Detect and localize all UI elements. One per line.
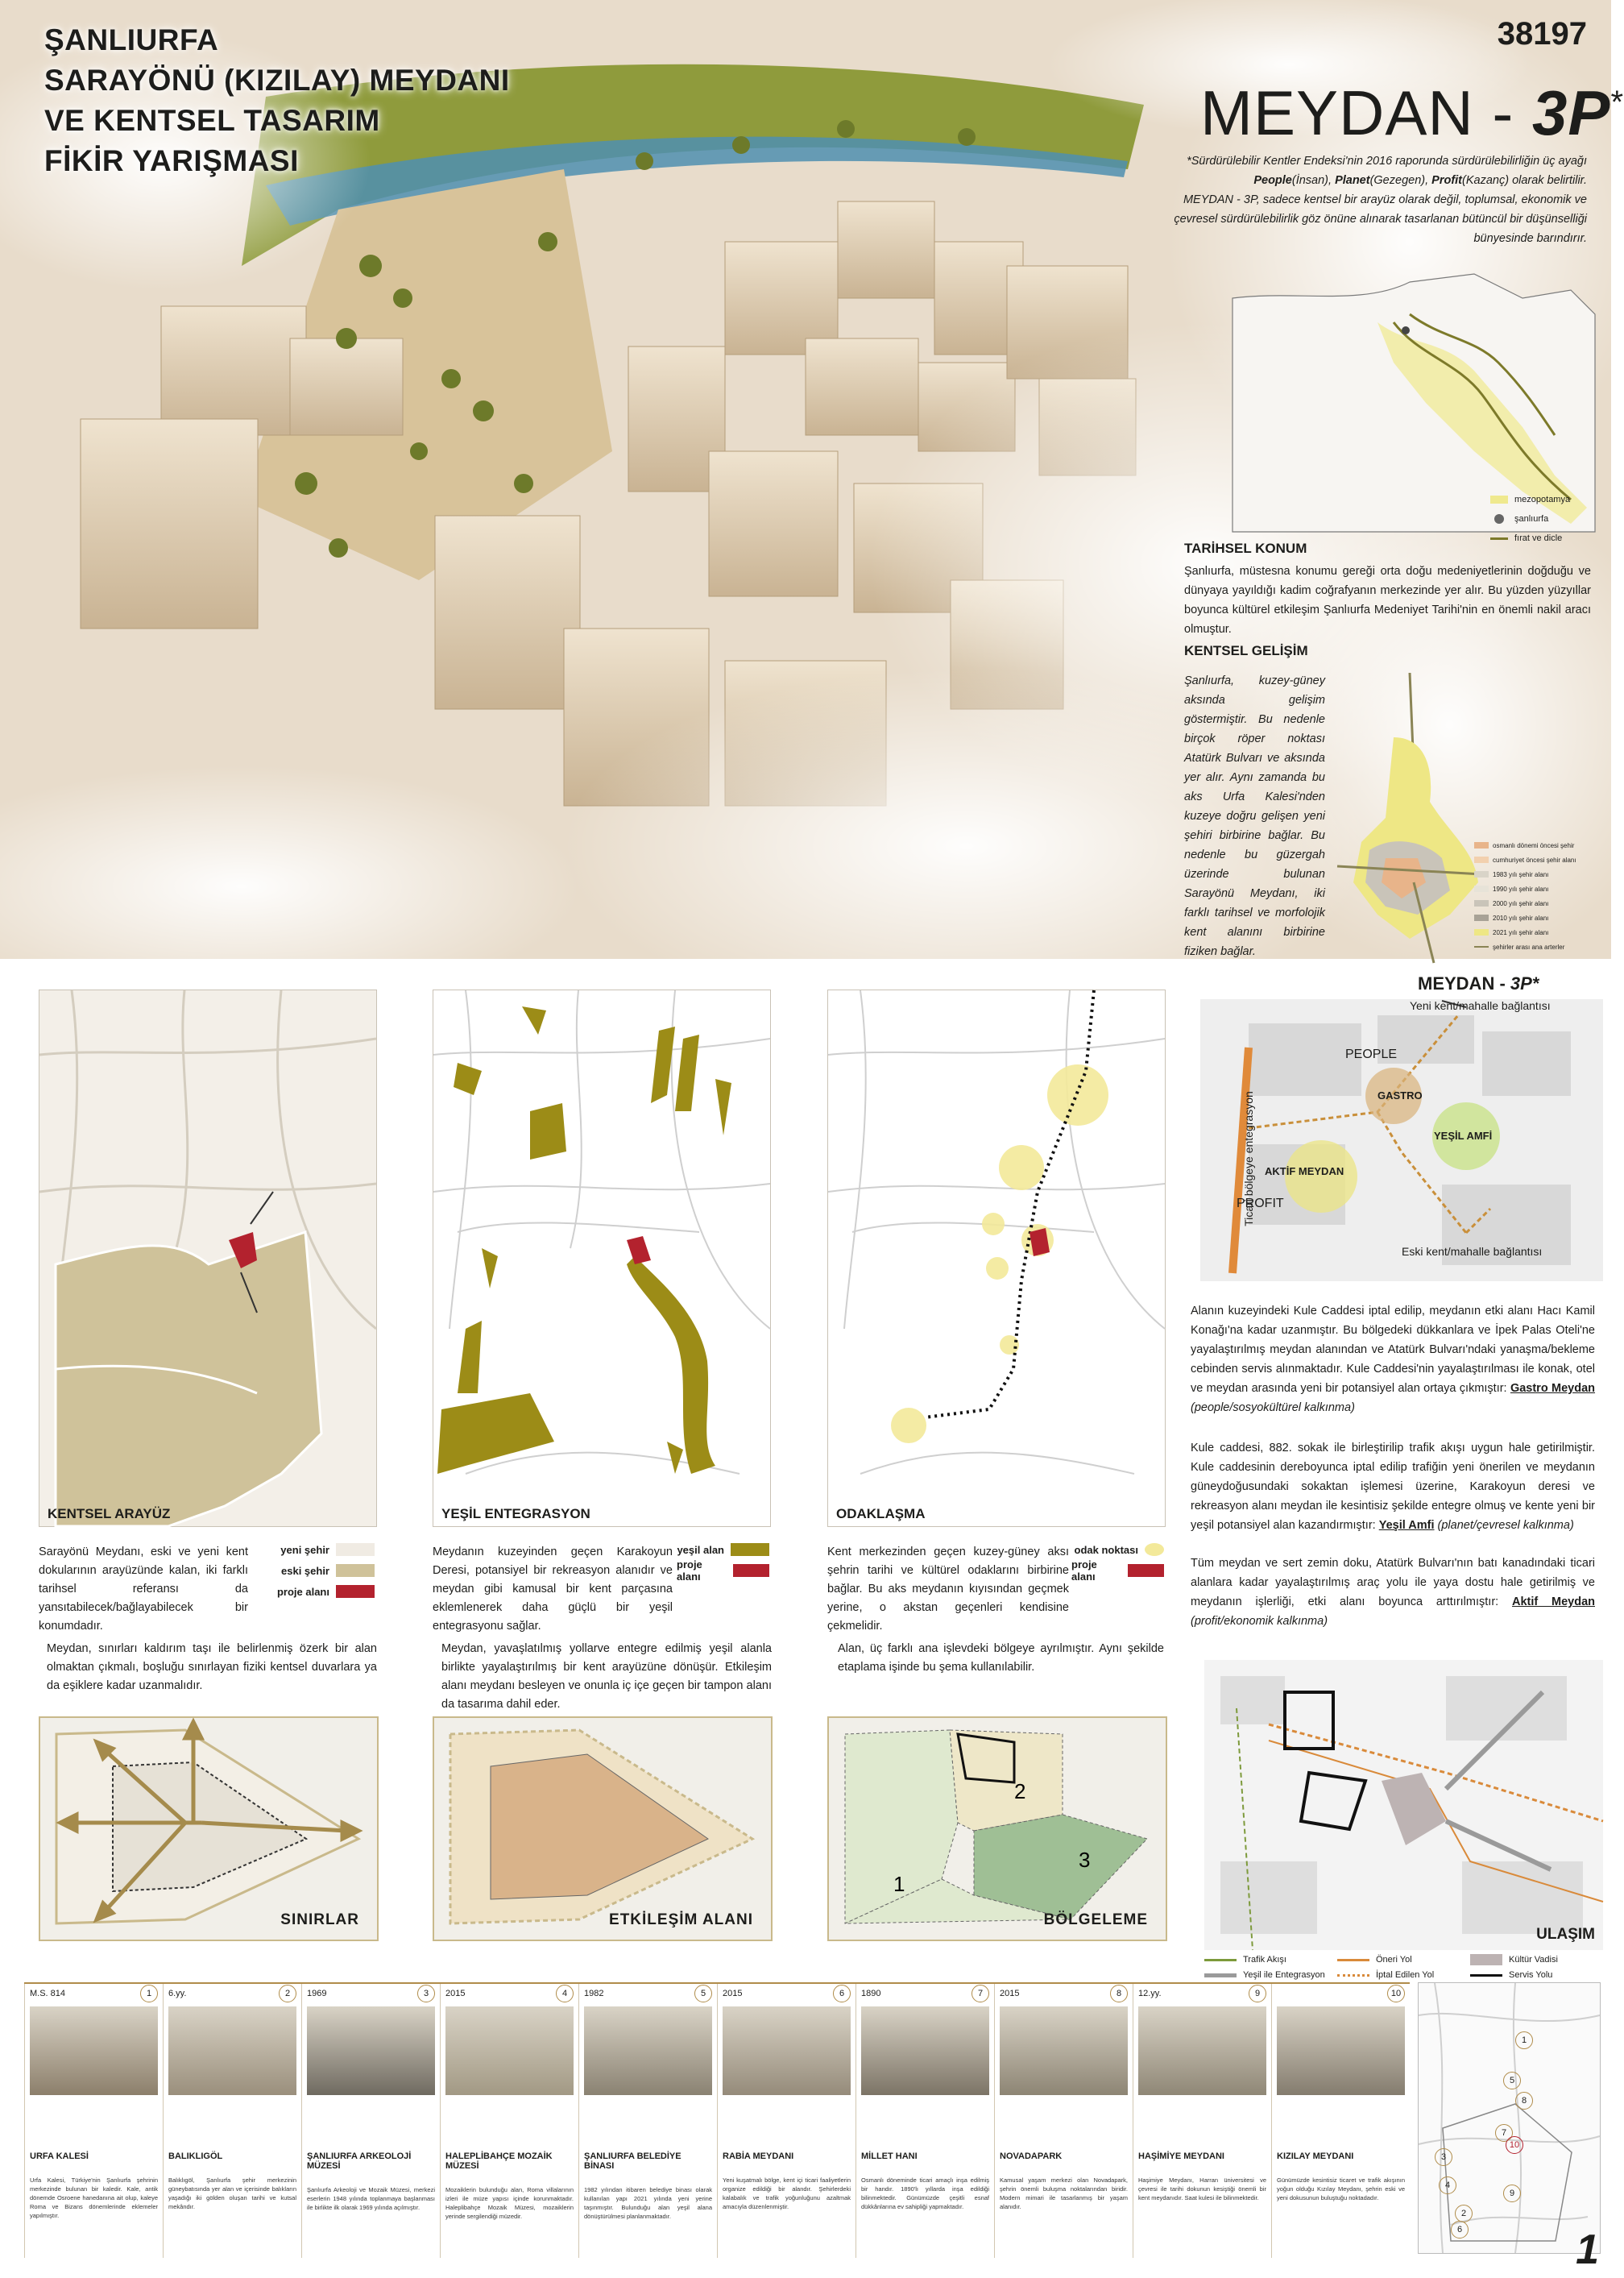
timeline-year: 1890 bbox=[861, 1989, 881, 1998]
timeline-photo bbox=[30, 2006, 158, 2095]
transport-legend-label: Trafik Akışı bbox=[1243, 1955, 1286, 1965]
timeline-description: 1982 yılından itibaren belediye binası olarak kullanılan yapı 2021 yılında yeni yerine taşınmıştır. Bulunduğu alan yeşil alana dönüştürülmesi planlanmaktadır. bbox=[584, 2186, 712, 2220]
legend-item bbox=[266, 1581, 375, 1602]
sub-label: SINIRLAR bbox=[280, 1911, 359, 1928]
yesil-amfi-term: Yeşil Amfi bbox=[1378, 1519, 1435, 1532]
timeline-photo bbox=[723, 2006, 851, 2095]
timeline-entry-head bbox=[1000, 1984, 1128, 2003]
timeline-year: M.S. 814 bbox=[30, 1989, 66, 1998]
scheme-label-left: Ticari bölgeye entegrasyon bbox=[1242, 1091, 1255, 1226]
legend-swatch bbox=[336, 1543, 375, 1556]
timeline-photo bbox=[1277, 2006, 1405, 2095]
timeline-entry bbox=[1133, 1984, 1266, 2258]
transport-label: ULAŞIM bbox=[1536, 1926, 1595, 1943]
legend-label: proje alanı bbox=[276, 1585, 329, 1598]
sub-label: ETKİLEŞİM ALANI bbox=[609, 1911, 753, 1928]
legend-label: şanlıurfa bbox=[1514, 514, 1549, 524]
timeline-photo bbox=[168, 2006, 296, 2095]
zone-label-2: 2 bbox=[1014, 1779, 1026, 1803]
timeline-number: 2 bbox=[279, 1985, 296, 2002]
subcaption-sinirlar: Meydan, sınırları kaldırım taşı ile belirlenmiş özerk bir alan olmaktan çıkmalı, boşluğu sınırlayan fiziki kentsel duvarlara ya da eşiklere kadar uzanmalıdır. bbox=[47, 1642, 377, 1692]
legend-kentsel-arayuz bbox=[266, 1539, 375, 1602]
timeline-entry-head bbox=[168, 1984, 296, 2003]
timeline-description: Kamusal yaşam merkezi olan Novadapark, şehrin önemli buluşma noktalarından biridir. Modern mimari ile tasarlanmış bir yaşam alanıdır. bbox=[1000, 2176, 1128, 2210]
timeline-entry-head bbox=[30, 1984, 158, 2003]
sub-label: BÖLGELEME bbox=[1043, 1911, 1148, 1928]
legend-dot bbox=[1494, 514, 1504, 524]
diagram-etkilesim bbox=[434, 1718, 771, 1940]
transport-swatch bbox=[1337, 1974, 1369, 1977]
growth-legend-item bbox=[1474, 896, 1607, 911]
legend-item bbox=[677, 1560, 769, 1581]
timeline bbox=[24, 1984, 1410, 2258]
intro-profit: Profit bbox=[1431, 174, 1463, 187]
timeline-entry-head bbox=[584, 1984, 712, 2003]
intro-people-tr: (İnsan), bbox=[1291, 174, 1336, 187]
scheme-drawing bbox=[1200, 999, 1603, 1281]
legend-yesil-entegrasyon bbox=[677, 1539, 769, 1581]
transport-legend-label: Öneri Yol bbox=[1376, 1955, 1412, 1965]
urban-growth-drawing bbox=[1337, 673, 1482, 963]
legend-label: eski şehir bbox=[281, 1564, 329, 1577]
subpanel-bolgeleme bbox=[827, 1716, 1167, 1941]
title-line-3: VE KENTSEL TASARIM bbox=[44, 104, 380, 137]
timeline-description: Balıklıgöl, Şanlıurfa şehir merkezinin güneybatısında yer alan ve içerisinde balıkların yaşadığı iki gölden oluşan tarihi ve kutsal mekândır. bbox=[168, 2176, 296, 2210]
legend-item bbox=[1071, 1539, 1164, 1560]
historical-text: Şanlıurfa, müstesna konumu gereği orta doğu medeniyetlerinin doğduğu ve dünyaya yayıldığı kadim coğrafyanın merkezinde yer alır. Bu yüzden yüzyıllar boyunca kültürel etkileşim Şanlıurfa Medeniyet Tarihi'nin en önemli nakil aracı olmuştur. bbox=[1184, 565, 1591, 636]
transport-swatch bbox=[1337, 1959, 1369, 1961]
timeline-photo bbox=[584, 2006, 712, 2095]
title-line-2: SARAYÖNÜ (KIZILAY) MEYDANI bbox=[44, 64, 510, 97]
transport-drawing bbox=[1204, 1660, 1603, 1950]
growth-swatch bbox=[1474, 929, 1489, 936]
design-text-1 bbox=[1191, 1301, 1595, 1417]
transport-legend-item bbox=[1337, 1970, 1470, 1980]
zone-label-1: 1 bbox=[893, 1872, 905, 1896]
locator-marker-6: 6 bbox=[1451, 2221, 1469, 2239]
design-text-2-body: Kule caddesi, 882. sokak ile birleştirilip trafik akışı uygun hale getirilmiştir. Kule caddesinin dereboyunca iptal edilip trafiğin yeni önerilen ve meydanın güneydoğusundaki sokaktan işlemesi üzerine, Karakoyun deresi ve rekreasyon alanı meydan ile kesintisiz şekilde entegre olmuş ve kente yeni bir yeşil potansiyel alan kazandırmıştır: bbox=[1191, 1442, 1595, 1532]
scheme-label-bottom: Eski kent/mahalle bağlantısı bbox=[1402, 1245, 1543, 1258]
timeline-photo bbox=[1000, 2006, 1128, 2095]
design-text-3-tail: (profit/ekonomik kalkınma) bbox=[1191, 1615, 1328, 1628]
timeline-name: MİLLET HANI bbox=[861, 2151, 918, 2161]
transport-legend-label: İptal Edilen Yol bbox=[1376, 1970, 1435, 1980]
intro-people: People bbox=[1253, 174, 1292, 187]
growth-label: 2010 yılı şehir alanı bbox=[1493, 914, 1549, 922]
project-title-text: MEYDAN - bbox=[1200, 77, 1533, 148]
transport-swatch bbox=[1204, 1959, 1237, 1961]
growth-legend-item bbox=[1474, 925, 1607, 940]
design-text-2-tail: (planet/çevresel kalkınma) bbox=[1437, 1519, 1574, 1532]
locator-marker-8: 8 bbox=[1515, 2092, 1533, 2110]
gastro-meydan-term: Gastro Meydan bbox=[1510, 1382, 1596, 1395]
timeline-entry-head bbox=[1277, 1984, 1405, 2003]
legend-item bbox=[266, 1560, 375, 1581]
transport-legend-item bbox=[1470, 1970, 1603, 1980]
scheme-title-text: MEYDAN - bbox=[1418, 973, 1510, 994]
growth-legend-item bbox=[1474, 838, 1607, 853]
timeline-entry bbox=[1271, 1984, 1405, 2258]
timeline-number: 10 bbox=[1387, 1985, 1405, 2002]
diagram-sinirlar bbox=[40, 1718, 377, 1940]
project-title-suffix: 3P bbox=[1532, 77, 1611, 148]
growth-label: 2021 yılı şehir alanı bbox=[1493, 928, 1549, 936]
timeline-entry bbox=[578, 1984, 712, 2258]
panel-label: KENTSEL ARAYÜZ bbox=[48, 1506, 171, 1521]
urban-dev-map bbox=[1337, 673, 1482, 963]
growth-label: 1990 yılı şehir alanı bbox=[1493, 885, 1549, 893]
intro-planet-tr: (Gezegen), bbox=[1369, 174, 1432, 187]
scheme-label-profit: PROFIT bbox=[1237, 1197, 1284, 1210]
title-line-4: FİKİR YARIŞMASI bbox=[44, 144, 299, 177]
transport-legend-item bbox=[1470, 1954, 1603, 1965]
growth-swatch bbox=[1474, 842, 1489, 849]
urban-dev-heading: KENTSEL GELİŞİM bbox=[1184, 643, 1308, 658]
subcaption-etkilesim: Meydan, yavaşlatılmış yollarve entegre edilmiş yeşil alanla birlikte yayalaştırılmış bir kent arayüzüne dönüşür. Etkileşim alanı meydanı besleyen ve onunla iç içe geçen bir tampon alanı da tasarıma dahil eder. bbox=[441, 1642, 772, 1711]
growth-legend-item bbox=[1474, 853, 1607, 867]
scheme-label-people: PEOPLE bbox=[1345, 1048, 1398, 1061]
timeline-year: 2015 bbox=[723, 1989, 743, 1998]
growth-swatch bbox=[1474, 900, 1489, 907]
timeline-entry bbox=[24, 1984, 158, 2258]
project-title bbox=[1200, 77, 1624, 150]
timeline-name: URFA KALESİ bbox=[30, 2151, 89, 2161]
aktif-meydan-term: Aktif Meydan bbox=[1511, 1595, 1595, 1608]
timeline-description: Yeni kuşatmalı bölge, kent içi ticari faaliyetlerin organize edildiği bir alandır. Şehirlerdeki kalabalık ve trafik yoğunluğunu azaltmak amacıyla düzenlenmiştir. bbox=[723, 2176, 851, 2210]
timeline-name: NOVADAPARK bbox=[1000, 2151, 1063, 2161]
design-text-3 bbox=[1191, 1554, 1595, 1631]
timeline-entry bbox=[717, 1984, 851, 2258]
timeline-year: 12.yy. bbox=[1138, 1989, 1162, 1998]
legend-item bbox=[677, 1539, 769, 1560]
timeline-entry bbox=[856, 1984, 989, 2258]
legend-label: yeni şehir bbox=[280, 1543, 329, 1556]
timeline-number: 8 bbox=[1110, 1985, 1128, 2002]
timeline-description: Mozaiklerin bulunduğu alan, Roma villalarının izleri ile müze yapısı içinde korunmaktadır. Haleplibahçe Mozaik Müzesi, mozaiklerin yerinde sergilendiği müzedir. bbox=[445, 2186, 574, 2220]
growth-label: 1983 yılı şehir alanı bbox=[1493, 870, 1549, 878]
transport-legend-item bbox=[1337, 1954, 1470, 1965]
intro-line-1: Sürdürülebilir Kentler Endeksi'nin 2016 raporunda sürdürülebilirliğin üç ayağı bbox=[1191, 155, 1587, 168]
legend-mezopotamya bbox=[1490, 490, 1595, 509]
design-text-2 bbox=[1191, 1438, 1595, 1535]
diagram-bolgeleme bbox=[829, 1718, 1166, 1940]
scheme-title bbox=[1418, 973, 1539, 994]
historical-heading: TARİHSEL KONUM bbox=[1184, 541, 1307, 556]
timeline-number: 7 bbox=[972, 1985, 989, 2002]
transport-legend-label: Kültür Vadisi bbox=[1509, 1955, 1558, 1965]
intro-text bbox=[1144, 151, 1587, 248]
caption-odaklasma: Kent merkezinden geçen kuzey-güney aksı şehrin tarihi ve kültürel odaklarını birbirine bağlar. Bu aks meydanın kıyısından geçmek yerine, o akstan geçenleri kendisine çekmelidir. bbox=[827, 1546, 1069, 1633]
locator-marker-7: 7 bbox=[1495, 2124, 1513, 2142]
transport-map bbox=[1204, 1660, 1603, 1950]
caption-kentsel-arayuz: Sarayönü Meydanı, eski ve yeni kent dokularının arayüzünde kalan, iki farklı tarihsel referansı da yansıtabilecek/bağlayabilecek bir konumdadır. bbox=[39, 1546, 248, 1633]
transport-swatch bbox=[1470, 1954, 1502, 1965]
locator-map bbox=[1418, 1982, 1601, 2254]
locator-marker-3: 3 bbox=[1435, 2148, 1452, 2166]
growth-swatch bbox=[1474, 946, 1489, 948]
timeline-year: 2015 bbox=[445, 1989, 466, 1998]
legend-label: fırat ve dicle bbox=[1514, 533, 1563, 543]
timeline-description: Osmanlı döneminde ticari amaçlı inşa edilmiş bir handır. 1890'lı yıllarda inşa edildiği bilinmektedir. Günümüzde çeşitli esnaf dükkânlarına ev sahipliği yapmaktadır. bbox=[861, 2176, 989, 2210]
timeline-entry-head bbox=[307, 1984, 435, 2003]
legend-swatch bbox=[731, 1543, 769, 1556]
subpanel-sinirlar bbox=[39, 1716, 379, 1941]
transport-legend-label: Yeşil ile Entegrasyon bbox=[1243, 1970, 1325, 1980]
competition-title bbox=[44, 20, 510, 181]
timeline-photo bbox=[307, 2006, 435, 2095]
timeline-number: 3 bbox=[417, 1985, 435, 2002]
legend-sanliurfa bbox=[1490, 509, 1595, 529]
intro-planet: Planet bbox=[1335, 174, 1370, 187]
timeline-entry bbox=[301, 1984, 435, 2258]
caption-yesil-entegrasyon: Meydanın kuzeyinden geçen Karakoyun Deresi, potansiyel bir rekreasyon alanıdır ve meydan gibi kamusal bir kent parçasına eklemlenerek daha güçlü bir yeşil entegrasyonu sağlar. bbox=[433, 1546, 673, 1633]
timeline-number: 4 bbox=[556, 1985, 574, 2002]
map-odaklasma bbox=[828, 990, 1165, 1526]
legend-swatch bbox=[336, 1564, 375, 1577]
legend-odaklasma bbox=[1071, 1539, 1164, 1581]
timeline-year: 6.yy. bbox=[168, 1989, 187, 1998]
transport-legend-item bbox=[1204, 1970, 1337, 1980]
timeline-name: HALEPLİBAHÇE MOZAİK MÜZESİ bbox=[445, 2151, 553, 2171]
legend-line bbox=[1490, 537, 1508, 540]
map-yesil-entegrasyon bbox=[433, 990, 770, 1526]
growth-swatch bbox=[1474, 871, 1489, 878]
subpanel-etkilesim bbox=[433, 1716, 773, 1941]
timeline-entry-head bbox=[723, 1984, 851, 2003]
legend-label: proje alanı bbox=[677, 1558, 702, 1583]
growth-legend-item bbox=[1474, 867, 1607, 882]
timeline-entry-head bbox=[445, 1984, 574, 2003]
locator-marker-9: 9 bbox=[1503, 2185, 1521, 2202]
design-text-1-tail: (people/sosyokültürel kalkınma) bbox=[1191, 1401, 1355, 1414]
intro-asterisk: * bbox=[1187, 155, 1191, 168]
panel-label: YEŞİL ENTEGRASYON bbox=[441, 1506, 590, 1521]
panel-odaklasma bbox=[827, 990, 1166, 1527]
timeline-entry-head bbox=[1138, 1984, 1266, 2003]
panel-label: ODAKLAŞMA bbox=[836, 1506, 926, 1521]
intro-profit-tr: (Kazanç) olarak belirtilir. bbox=[1462, 174, 1587, 187]
timeline-name: RABİA MEYDANI bbox=[723, 2151, 794, 2161]
scheme-title-suffix: 3P* bbox=[1510, 973, 1539, 994]
growth-swatch bbox=[1474, 857, 1489, 863]
legend-swatch bbox=[336, 1585, 375, 1598]
timeline-year: 1969 bbox=[307, 1989, 327, 1998]
legend-swatch bbox=[733, 1564, 769, 1577]
scheme-label-gastro: GASTRO bbox=[1378, 1089, 1423, 1102]
urban-dev-text: Şanlıurfa, kuzey-güney aksında gelişim göstermiştir. Bu nedenle birçok röper noktası Atatürk Bulvarı ve aksında yer alır. Aynı zamanda bu aks Urfa Kalesi'nden kuzeye doğru gelişen yeni şehiri birbirine bağlar. Bu nedenle bu güzergah üzerinde bulunan Sarayönü Meydanı, iki farklı tarihsel ve morfolojik kent alanını birbirine fiziken bağlar. bbox=[1184, 674, 1325, 958]
region-legend bbox=[1490, 490, 1595, 548]
legend-swatch bbox=[1145, 1543, 1164, 1556]
urban-dev-legend bbox=[1474, 838, 1607, 954]
legend-swatch bbox=[1490, 496, 1508, 504]
growth-legend-item bbox=[1474, 882, 1607, 896]
legend-label: odak noktası bbox=[1074, 1543, 1138, 1556]
timeline-number: 5 bbox=[694, 1985, 712, 2002]
scheme-diagram bbox=[1200, 999, 1603, 1281]
legend-label: proje alanı bbox=[1071, 1558, 1097, 1583]
timeline-description: Haşimiye Meydanı, Harran üniversitesi ve çevresi ile tarihi dokunun kesiştiği önemli bir kent meydanıdır. Saat kulesi ile bilinmektedir. bbox=[1138, 2176, 1266, 2201]
timeline-year: 1982 bbox=[584, 1989, 604, 1998]
locator-marker-10: 10 bbox=[1506, 2136, 1523, 2154]
panel-yesil-entegrasyon bbox=[433, 990, 771, 1527]
locator-marker-1: 1 bbox=[1515, 2031, 1533, 2049]
legend-item bbox=[1071, 1560, 1164, 1581]
transport-legend-label: Servis Yolu bbox=[1509, 1970, 1553, 1980]
entry-code: 38197 bbox=[1497, 16, 1587, 52]
transport-legend bbox=[1204, 1954, 1603, 1980]
legend-swatch bbox=[1128, 1564, 1164, 1577]
timeline-description: Günümüzde kesintisiz ticaret ve trafik akışının yoğun olduğu Kızılay Meydanı, şehrin eski ve yeni dokusunun buluştuğu noktadadır. bbox=[1277, 2176, 1405, 2201]
timeline-number: 1 bbox=[140, 1985, 158, 2002]
timeline-entry bbox=[440, 1984, 574, 2258]
timeline-photo bbox=[445, 2006, 574, 2095]
locator-drawing bbox=[1419, 1983, 1600, 2253]
map-kentsel-arayuz bbox=[39, 990, 376, 1526]
growth-label: şehirler arası ana arterler bbox=[1493, 943, 1565, 951]
timeline-year: 2015 bbox=[1000, 1989, 1020, 1998]
transport-legend-item bbox=[1204, 1954, 1337, 1965]
timeline-name: ŞANLIURFA BELEDİYE BİNASI bbox=[584, 2151, 682, 2171]
legend-item bbox=[266, 1539, 375, 1560]
title-line-1: ŞANLIURFA bbox=[44, 23, 219, 56]
zone-label-3: 3 bbox=[1079, 1848, 1091, 1872]
locator-marker-2: 2 bbox=[1455, 2205, 1473, 2222]
panel-kentsel-arayuz bbox=[39, 990, 377, 1527]
timeline-number: 9 bbox=[1249, 1985, 1266, 2002]
project-title-asterisk: * bbox=[1610, 85, 1624, 120]
design-text-3-body: Tüm meydan ve sert zemin doku, Atatürk Bulvarı'nın batı kanadındaki ticari alanlara kadar yayalaştırılmış araç yolu ile yaya dostu hale getirilmiş ve meydanın işlerliği, etki alanı boyunca arttırılmıştır: bbox=[1191, 1557, 1595, 1608]
scheme-label-yesil: YEŞİL AMFİ bbox=[1434, 1130, 1493, 1142]
legend-label: yeşil alan bbox=[677, 1543, 724, 1556]
transport-swatch bbox=[1470, 1974, 1502, 1977]
legend-label: mezopotamya bbox=[1514, 495, 1571, 504]
design-text-1-body: Alanın kuzeyindeki Kule Caddesi iptal edilip, meydanın etki alanı Hacı Kamil Konağı'na kadar uzanmıştır. Bu bölgedeki dükkanlara ve İpek Palas Oteli'ne yayalaştırılmış meydan alanından ve Atatürk Bulvarı'ndaki yanaşma/bekleme cebinden servis alınmaktadır. Kule Caddesi'nin yayalaştırılması ile konak, otel ve meydan arasında yeni bir potansiyel alan ortaya çıkmıştır: bbox=[1191, 1305, 1595, 1395]
scheme-label-aktif: AKTİF MEYDAN bbox=[1265, 1165, 1344, 1177]
growth-label: 2000 yılı şehir alanı bbox=[1493, 899, 1549, 907]
growth-legend-item bbox=[1474, 940, 1607, 954]
timeline-photo bbox=[1138, 2006, 1266, 2095]
locator-marker-4: 4 bbox=[1439, 2176, 1456, 2194]
timeline-entry bbox=[163, 1984, 296, 2258]
timeline-photo bbox=[861, 2006, 989, 2095]
locator-marker-5: 5 bbox=[1503, 2072, 1521, 2089]
timeline-description: Şanlıurfa Arkeoloji ve Mozaik Müzesi, merkezi eserlerin 1948 yılında toplanmaya başlanması ile birlikte ilk olarak 1969 yılında açılmıştır. bbox=[307, 2186, 435, 2211]
growth-swatch bbox=[1474, 886, 1489, 892]
page-number: 1 bbox=[1576, 2226, 1599, 2273]
legend-rivers bbox=[1490, 529, 1595, 548]
timeline-name: ŞANLIURFA ARKEOLOJİ MÜZESİ bbox=[307, 2151, 412, 2171]
growth-swatch bbox=[1474, 915, 1489, 921]
timeline-number: 6 bbox=[833, 1985, 851, 2002]
subcaption-bolgeleme: Alan, üç farklı ana işlevdeki bölgeye ayrılmıştır. Aynı şekilde etaplama işinde bu şema kullanılabilir. bbox=[838, 1642, 1164, 1674]
timeline-description: Urfa Kalesi, Türkiye'nin Şanlıurfa şehrinin merkezinde bulunan bir kaledir. Kale, antik dönemde Osroene hanedanına ait olup, kaleye Roma ve Bizans dönemlerinde eklemeler yapılmıştır. bbox=[30, 2176, 158, 2219]
growth-label: cumhuriyet öncesi şehir alanı bbox=[1493, 856, 1576, 864]
timeline-name: KIZILAY MEYDANI bbox=[1277, 2151, 1354, 2161]
timeline-entry-head bbox=[861, 1984, 989, 2003]
intro-line-3: MEYDAN - 3P, sadece kentsel bir arayüz olarak değil, toplumsal, ekonomik ve çevresel sürdürülebilirlik göz önüne alınarak tasarlanan bütüncül bir düşünselliği bünyesinde barındırır. bbox=[1174, 193, 1587, 245]
timeline-name: HAŞİMİYE MEYDANI bbox=[1138, 2151, 1224, 2161]
growth-legend-item bbox=[1474, 911, 1607, 925]
growth-label: osmanlı dönemi öncesi şehir bbox=[1493, 841, 1575, 849]
transport-swatch bbox=[1204, 1973, 1237, 1977]
timeline-entry bbox=[994, 1984, 1128, 2258]
scheme-label-top: Yeni kent/mahalle bağlantısı bbox=[1410, 999, 1551, 1012]
timeline-name: BALIKLIGÖL bbox=[168, 2151, 223, 2161]
